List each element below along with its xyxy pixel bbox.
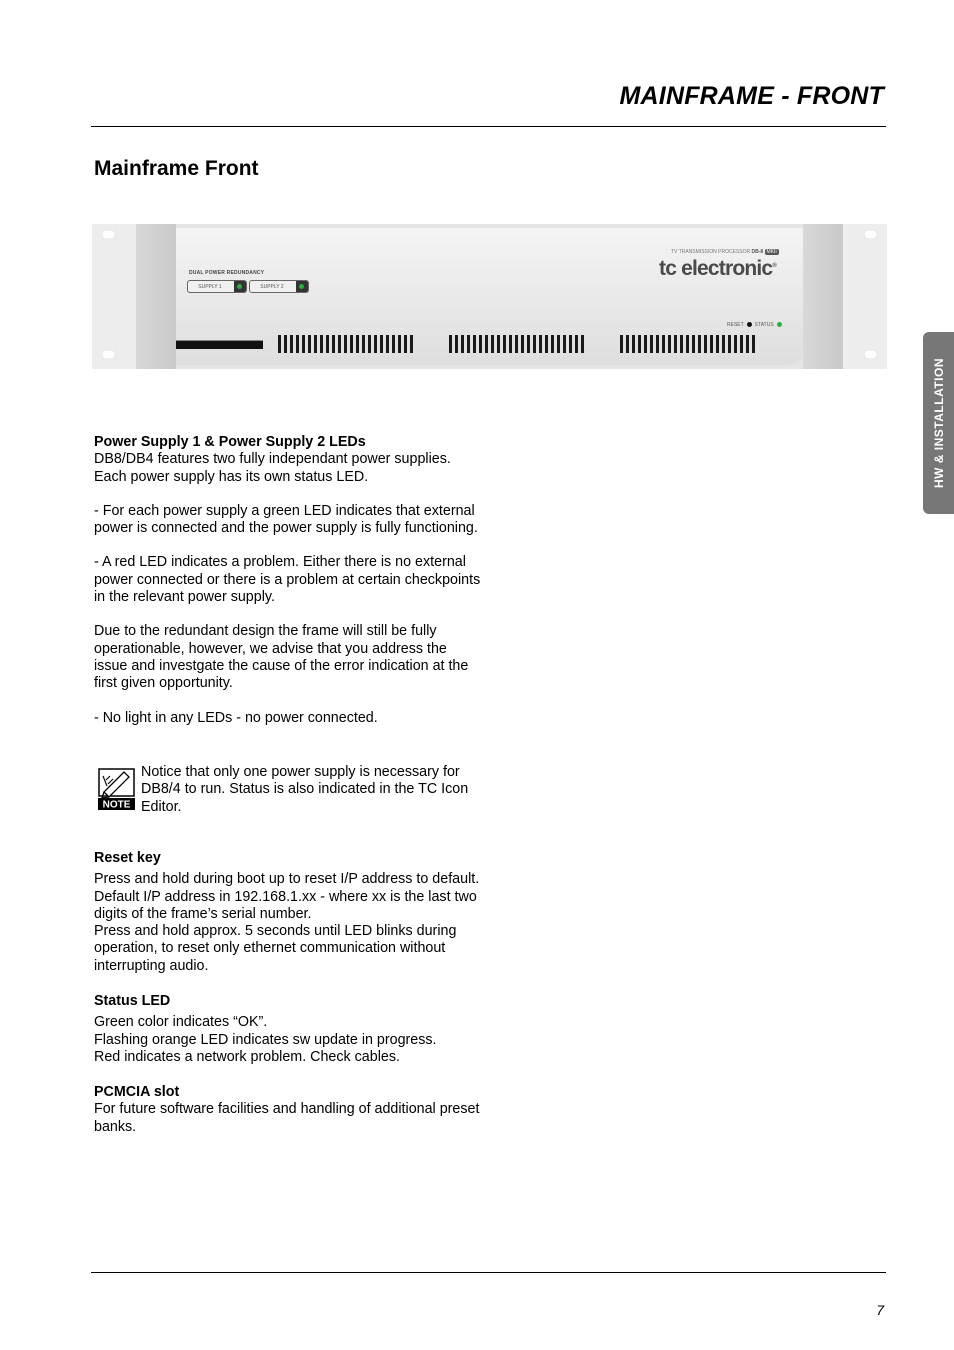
vent-slot (539, 335, 542, 353)
power-p5: - No light in any LEDs - no power connected. (94, 709, 378, 726)
reset-key (747, 322, 752, 327)
pcmcia-p1: For future software facilities and handling of additional preset banks. (94, 1101, 480, 1135)
vent-slot (284, 335, 287, 353)
side-tab (923, 332, 954, 514)
vent-slot (461, 335, 464, 353)
vent-slot (326, 335, 329, 353)
vent-slot (662, 335, 665, 353)
vent-slot (449, 335, 452, 353)
page-header-title: MAINFRAME - FRONT (619, 82, 884, 110)
note-text: Notice that only one power supply is necessary for DB8/4 to run. Status is also indicated in the TC Icon Editor. (141, 764, 469, 815)
dual-power-redundancy-label: DUAL POWER REDUNDANCY (189, 270, 265, 276)
rack-ear-left (92, 224, 176, 369)
vent-slot (296, 335, 299, 353)
supply-2-indicator (249, 280, 309, 293)
vent-slot (680, 335, 683, 353)
vent-slot (746, 335, 749, 353)
vent-slot (392, 335, 395, 353)
mainframe-front-panel-illustration (92, 224, 887, 369)
vent-slot (620, 335, 623, 353)
vent-slot (569, 335, 572, 353)
power-supply-heading: Power Supply 1 & Power Supply 2 LEDs (94, 434, 366, 450)
vent-slot (290, 335, 293, 353)
vent-slot (686, 335, 689, 353)
rack-ear-right (803, 224, 887, 369)
power-supply-section (94, 434, 484, 727)
vent-slot (344, 335, 347, 353)
vent-slot (467, 335, 470, 353)
vent-slot (533, 335, 536, 353)
vent-slot (302, 335, 305, 353)
vent-slot (752, 335, 755, 353)
reset-label: RESET (727, 322, 744, 328)
vent-slot (581, 335, 584, 353)
brand-logo: tc electronic® (659, 257, 776, 280)
header-rule (91, 126, 886, 127)
note-icon (98, 768, 135, 810)
supply-1-indicator (187, 280, 247, 293)
vent-slot (368, 335, 371, 353)
svg-text:NOTE: NOTE (102, 799, 131, 810)
vent-slot (503, 335, 506, 353)
pcmcia-heading: PCMCIA slot (94, 1084, 180, 1100)
vent-slot (362, 335, 365, 353)
pcmcia-section (94, 1084, 484, 1136)
vent-slot (551, 335, 554, 353)
vent-slot (320, 335, 323, 353)
reset-p1: Press and hold during boot up to reset I/P address to default. Default I/P address in 192.168.1.xx - where xx is the last two digits of the frame’s serial number. (94, 871, 480, 922)
vent-slot (545, 335, 548, 353)
vent-slot (314, 335, 317, 353)
vent-slot (716, 335, 719, 353)
vent-slot (650, 335, 653, 353)
vent-slot (527, 335, 530, 353)
reset-key-heading: Reset key (94, 850, 161, 866)
footer-rule (91, 1272, 886, 1273)
vent-slot (563, 335, 566, 353)
rack-screw-hole (864, 230, 877, 239)
vent-slot (692, 335, 695, 353)
vent-slot (278, 335, 281, 353)
status-led-heading: Status LED (94, 993, 171, 1009)
status-line-2: Flashing orange LED indicates sw update in progress. (94, 1031, 437, 1048)
vent-slot (410, 335, 413, 353)
vent-slot (638, 335, 641, 353)
power-p3: - A red LED indicates a problem. Either there is no external power connected or there is a problem at certain checkpoints in the relevant power supply. (94, 554, 481, 606)
rack-screw-hole (102, 230, 115, 239)
vent-slot (332, 335, 335, 353)
vent-slot (728, 335, 731, 353)
vent-slot (632, 335, 635, 353)
vent-slot (740, 335, 743, 353)
rack-screw-hole (102, 350, 115, 359)
supply-2-led (299, 284, 304, 289)
vent-slot (386, 335, 389, 353)
supply-1-led (237, 284, 242, 289)
side-tab-label: HW & INSTALLATION (931, 357, 946, 489)
pcmcia-slot (176, 340, 263, 349)
vent-slot (338, 335, 341, 353)
reset-key-section (94, 850, 484, 975)
vent-slot (734, 335, 737, 353)
power-p4: Due to the redundant design the frame will still be fully operationable, however, we advise that you address the issue and investgate the cause of the error indication at the first given opportunity. (94, 623, 469, 692)
power-p2: - For each power supply a green LED indicates that external power is connected and the power supply is fully functioning. (94, 502, 478, 537)
vent-slot (479, 335, 482, 353)
vent-slot (398, 335, 401, 353)
vent-slot (380, 335, 383, 353)
vent-slot (710, 335, 713, 353)
vent-slot (626, 335, 629, 353)
vent-slot (356, 335, 359, 353)
supply-1-label: SUPPLY 1 (198, 284, 222, 290)
vent-slot (575, 335, 578, 353)
vent-slot (350, 335, 353, 353)
vent-slot (308, 335, 311, 353)
status-led (777, 322, 782, 327)
vent-slot (497, 335, 500, 353)
vent-slot (722, 335, 725, 353)
vent-slot (374, 335, 377, 353)
vent-slot (485, 335, 488, 353)
vent-slot (644, 335, 647, 353)
status-led-section (94, 993, 484, 1066)
vent-slot (521, 335, 524, 353)
vent-slot (509, 335, 512, 353)
vent-slot (698, 335, 701, 353)
vent-group (449, 335, 584, 353)
reset-p2: Press and hold approx. 5 seconds until LED blinks during operation, to reset only ethernet communication without interrupting audio. (94, 923, 457, 974)
power-p1: DB8/DB4 features two fully independant power supplies. Each power supply has its own status LED. (94, 451, 451, 485)
vent-slot (473, 335, 476, 353)
vent-slot (656, 335, 659, 353)
status-label: STATUS (754, 322, 774, 328)
vent-slot (704, 335, 707, 353)
vent-slot (668, 335, 671, 353)
rack-screw-hole (864, 350, 877, 359)
supply-2-label: SUPPLY 2 (260, 284, 284, 290)
reset-status-row (727, 322, 785, 328)
vent-slot (674, 335, 677, 353)
vent-slot (515, 335, 518, 353)
status-line-1: Green color indicates “OK”. (94, 1014, 268, 1031)
status-line-3: Red indicates a network problem. Check cables. (94, 1048, 400, 1065)
front-face (176, 228, 803, 365)
vent-slot (455, 335, 458, 353)
vent-group (620, 335, 755, 353)
vent-slot (557, 335, 560, 353)
page-number: 7 (876, 1302, 884, 1318)
vent-slot (491, 335, 494, 353)
model-line: TV TRANSMISSION PROCESSOR DB-8 MKII (671, 249, 777, 255)
vent-group (278, 335, 413, 353)
vent-slot (404, 335, 407, 353)
section-title: Mainframe Front (94, 157, 259, 180)
